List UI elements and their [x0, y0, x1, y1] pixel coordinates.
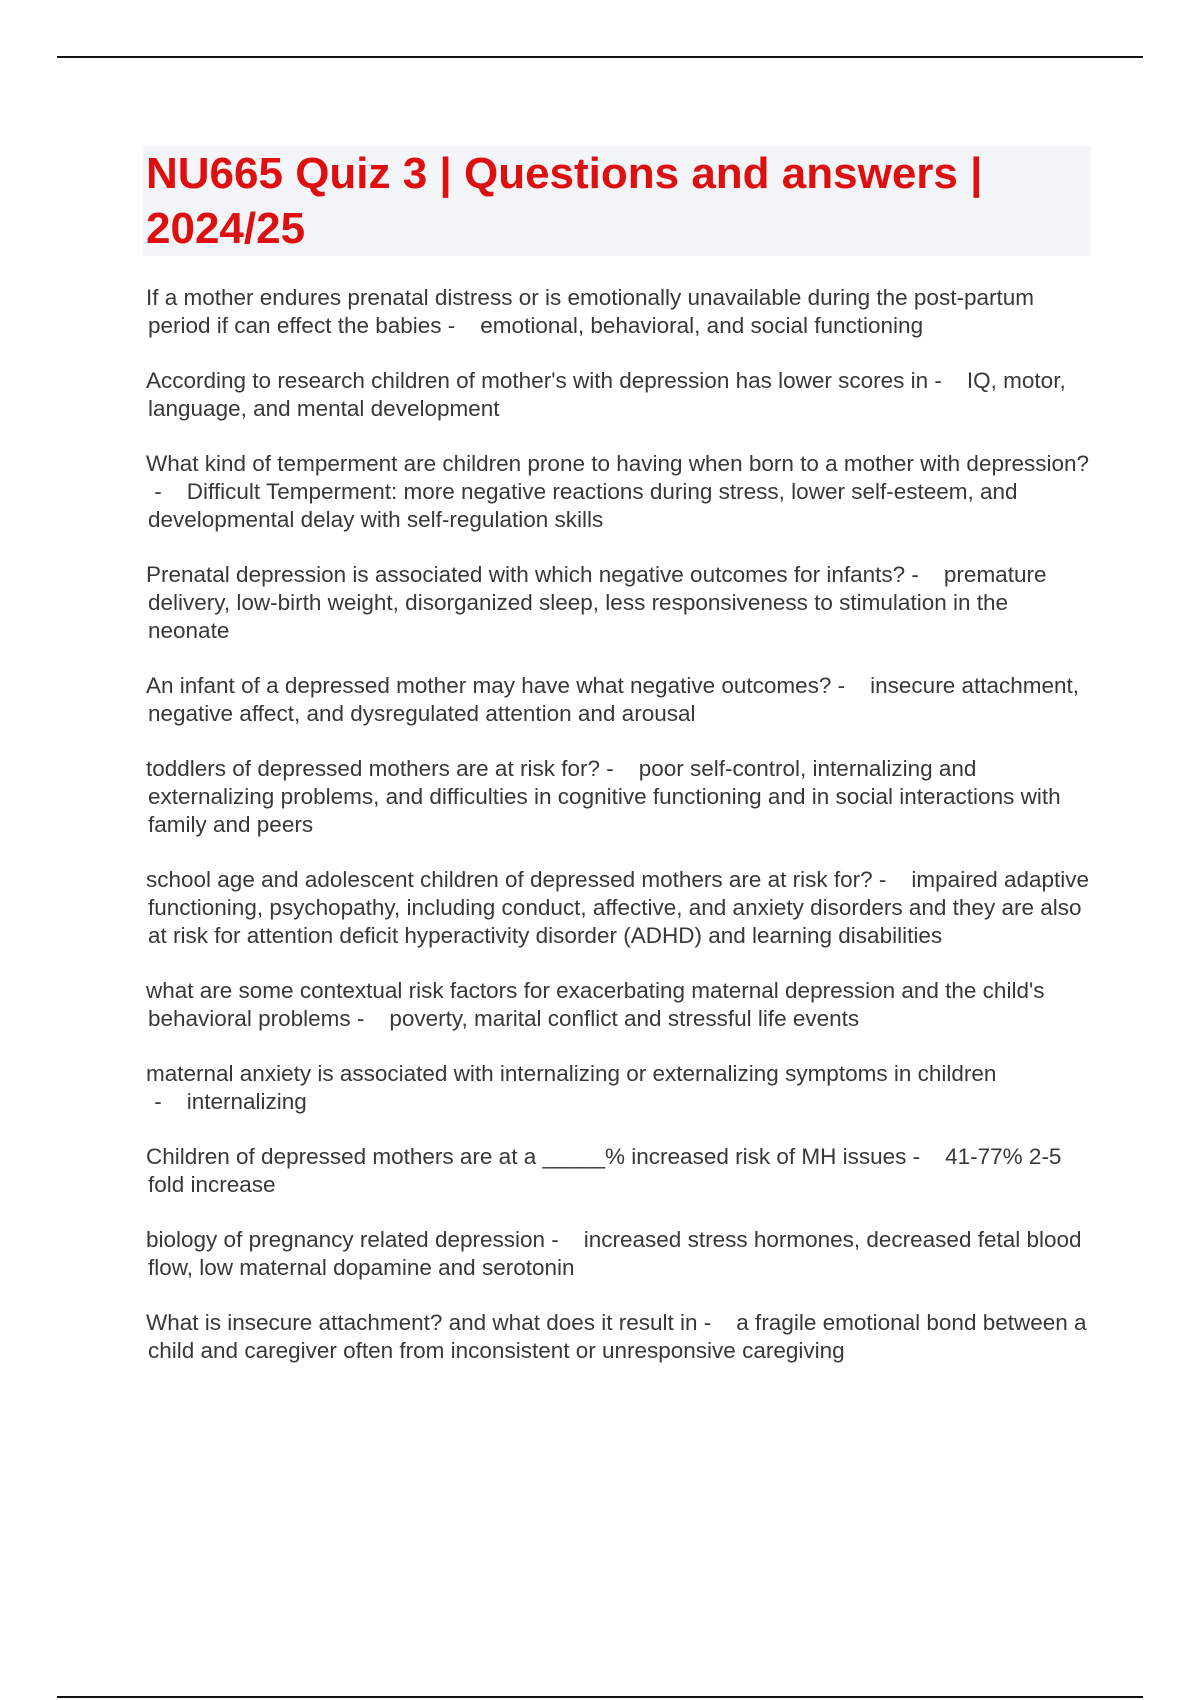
question-text: According to research children of mother's with depression has lower scores in — [146, 368, 929, 393]
question-text: An infant of a depressed mother may have what negative outcomes? — [146, 673, 832, 698]
answer-text: poverty, marital conflict and stressful life events — [389, 1006, 860, 1031]
qa-item: If a mother endures prenatal distress or is emotionally unavailable during the post-partum period if can effect the babies - emotional, behavioral, and social functioning — [146, 285, 1034, 338]
question-text: what are some contextual risk factors for exacerbating maternal depression and the child's behavioral problems — [146, 978, 1045, 1031]
qa-list — [146, 284, 1091, 1392]
question-text: toddlers of depressed mothers are at risk for? — [146, 756, 600, 781]
qa-item: According to research children of mother's with depression has lower scores in - IQ, motor, language, and mental development — [146, 368, 1066, 421]
answer-text: poor self-control, internalizing and externalizing problems, and difficulties in cognitive functioning and in social interactions with family and peers — [148, 756, 1061, 837]
answer-text: premature delivery, low-birth weight, disorganized sleep, less responsiveness to stimulation in the neonate — [148, 562, 1047, 643]
qa-item: What kind of temperment are children prone to having when born to a mother with depression? - Difficult Temperment: more negative reactions during stress, lower self-esteem, and developmental delay with self-regulation skills — [146, 451, 1090, 532]
question-text: school age and adolescent children of depressed mothers are at risk for? — [146, 867, 873, 892]
question-text: What kind of temperment are children prone to having when born to a mother with depression? — [146, 451, 1090, 476]
bottom-rule — [57, 1696, 1143, 1698]
question-text: If a mother endures prenatal distress or is emotionally unavailable during the post-partum period if can effect the babies — [146, 285, 1034, 338]
answer-text: increased stress hormones, decreased fetal blood flow, low maternal dopamine and serotonin — [148, 1227, 1082, 1280]
answer-text: a fragile emotional bond between a child and caregiver often from inconsistent or unresponsive caregiving — [148, 1310, 1087, 1363]
answer-text: Difficult Temperment: more negative reactions during stress, lower self-esteem, and developmental delay with self-regulation skills — [148, 479, 1018, 532]
qa-item: maternal anxiety is associated with internalizing or externalizing symptoms in children - internalizing — [146, 1061, 997, 1114]
top-rule — [57, 56, 1143, 58]
qa-item: An infant of a depressed mother may have what negative outcomes? - insecure attachment, negative affect, and dysregulated attention and arousal — [146, 673, 1080, 726]
qa-item: Prenatal depression is associated with which negative outcomes for infants? - premature delivery, low-birth weight, disorganized sleep, less responsiveness to stimulation in the neonate — [146, 562, 1047, 643]
qa-item: what are some contextual risk factors for exacerbating maternal depression and the child's behavioral problems - poverty, marital conflict and stressful life events — [146, 978, 1045, 1031]
qa-item: What is insecure attachment? and what does it result in - a fragile emotional bond between a child and caregiver often from inconsistent or unresponsive caregiving — [146, 1310, 1087, 1363]
question-text: What is insecure attachment? and what does it result in — [146, 1310, 698, 1335]
answer-text: emotional, behavioral, and social functioning — [480, 313, 924, 338]
title-banner — [143, 146, 1091, 256]
question-text: Prenatal depression is associated with which negative outcomes for infants? — [146, 562, 906, 587]
answer-text: internalizing — [186, 1089, 307, 1114]
page-title: NU665 Quiz 3 | Questions and answers | 2024/25 — [146, 149, 983, 253]
qa-item: toddlers of depressed mothers are at risk for? - poor self-control, internalizing and externalizing problems, and difficulties in cognitive functioning and in social interactions with family and peers — [146, 756, 1061, 837]
question-text: biology of pregnancy related depression — [146, 1227, 546, 1252]
answer-text: IQ, motor, language, and mental development — [148, 368, 1066, 421]
answer-text: 41-77% 2-5 fold increase — [148, 1144, 1062, 1197]
answer-text: insecure attachment, negative affect, and dysregulated attention and arousal — [148, 673, 1080, 726]
qa-item: school age and adolescent children of depressed mothers are at risk for? - impaired adaptive functioning, psychopathy, including conduct, affective, and anxiety disorders and they are also at risk for attention deficit hyperactivity disorder (ADHD) and learning disabilities — [146, 867, 1090, 948]
question-text: Children of depressed mothers are at a _____% increased risk of MH issues — [146, 1144, 907, 1169]
question-text: maternal anxiety is associated with internalizing or externalizing symptoms in children — [146, 1061, 997, 1086]
qa-item: Children of depressed mothers are at a _____% increased risk of MH issues - 41-77% 2-5 fold increase — [146, 1144, 1062, 1197]
qa-item: biology of pregnancy related depression - increased stress hormones, decreased fetal blood flow, low maternal dopamine and serotonin — [146, 1227, 1082, 1280]
answer-text: impaired adaptive functioning, psychopathy, including conduct, affective, and anxiety disorders and they are also at risk for attention deficit hyperactivity disorder (ADHD) and learning disabilities — [148, 867, 1090, 948]
